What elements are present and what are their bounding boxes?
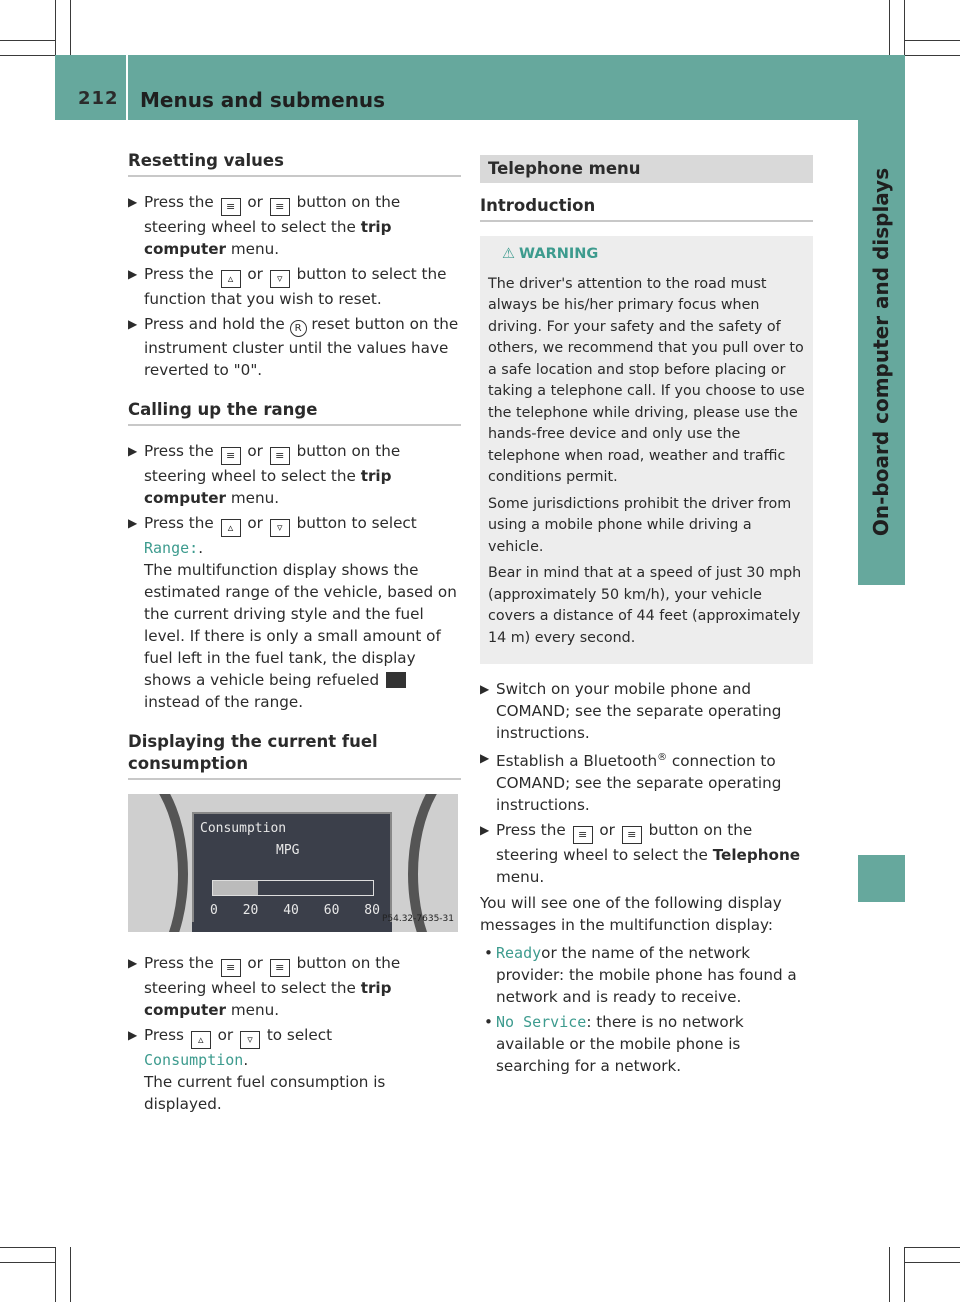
multifunction-display bbox=[192, 812, 392, 924]
menu-forward-key-icon: ≡ bbox=[270, 959, 290, 977]
reset-button-icon: R bbox=[290, 320, 307, 337]
left-column bbox=[128, 150, 461, 1118]
consumption-display-image bbox=[128, 794, 458, 932]
display-message-ready: Ready bbox=[496, 944, 542, 963]
side-marker bbox=[858, 855, 905, 902]
heading-range: Calling up the range bbox=[128, 399, 461, 426]
step: ▶ Press the ≡ or ≡ button on the steering wheel to select the trip computer menu. bbox=[128, 193, 401, 258]
menu-forward-key-icon: ≡ bbox=[270, 198, 290, 216]
crop-mark bbox=[70, 1247, 71, 1302]
warning-box bbox=[480, 236, 813, 664]
crop-mark bbox=[904, 1247, 905, 1302]
arrow-icon: ▶ bbox=[128, 444, 138, 458]
up-key-icon: ▵ bbox=[221, 270, 241, 288]
crop-mark bbox=[905, 1262, 960, 1263]
step: ▶ Press ▵ or ▿ to select Consumption. The current fuel consumption is displayed. bbox=[128, 1026, 386, 1113]
crop-mark bbox=[905, 55, 960, 56]
arrow-icon: ▶ bbox=[128, 317, 138, 331]
display-lower-strip bbox=[192, 922, 392, 932]
step: ▶ Press the ▵ or ▿ button to select the function that you wish to reset. bbox=[128, 265, 447, 308]
step: ▶ Press the ≡ or ≡ button on the steering wheel to select the Telephone menu. bbox=[480, 821, 801, 887]
menu-back-key-icon: ≡ bbox=[221, 198, 241, 216]
consumption-scale: 0 20 40 60 80 bbox=[210, 903, 380, 918]
display-unit: MPG bbox=[276, 843, 300, 858]
consumption-bar-fill bbox=[213, 881, 258, 895]
bullet-icon: • bbox=[484, 944, 493, 963]
step: ▶ Press the ≡ or ≡ button on the steering wheel to select the trip computer menu. bbox=[128, 954, 401, 1019]
page-title: Menus and submenus bbox=[140, 88, 386, 112]
warning-paragraph: Some jurisdictions prohibit the driver from using a mobile phone while driving a vehicle. bbox=[488, 495, 792, 555]
crop-mark bbox=[905, 1247, 960, 1248]
heading-resetting: Resetting values bbox=[128, 150, 461, 177]
crop-mark bbox=[904, 0, 905, 55]
down-key-icon: ▿ bbox=[270, 270, 290, 288]
display-message-range: Range: bbox=[144, 539, 199, 557]
warning-icon: ⚠ bbox=[502, 246, 515, 262]
header-separator bbox=[126, 55, 128, 120]
up-key-icon: ▵ bbox=[221, 519, 241, 537]
step: ▶ Press the ▵ or ▿ button to select Range:. The multifunction display shows the estimated range of the vehicle, based on the current driving style and the fuel level. If there is only a small amount of fuel left in the fuel tank, the display shows a vehicle being refueled instead of the range. bbox=[128, 514, 457, 711]
crop-mark bbox=[55, 1247, 56, 1302]
display-message-consumption: Consumption bbox=[144, 1051, 244, 1069]
arrow-icon: ▶ bbox=[128, 195, 138, 209]
list-item: • No Service: there is no network available or the mobile phone is searching for a network. bbox=[484, 1013, 744, 1076]
crop-mark bbox=[889, 1247, 890, 1302]
step: ▶ Press and hold the R reset button on the instrument cluster until the values have reverted to "0". bbox=[128, 315, 459, 379]
crop-mark bbox=[70, 0, 71, 55]
list-item: • Readyor the name of the network provider: the mobile phone has found a network and is ready to receive. bbox=[484, 944, 797, 1007]
crop-mark bbox=[0, 1247, 55, 1248]
menu-back-key-icon: ≡ bbox=[221, 959, 241, 977]
consumption-bar bbox=[212, 880, 374, 896]
up-key-icon: ▵ bbox=[191, 1031, 211, 1049]
body-paragraph: You will see one of the following display messages in the multifunction display: bbox=[480, 894, 782, 935]
arrow-icon: ▶ bbox=[480, 823, 490, 838]
menu-forward-key-icon: ≡ bbox=[270, 447, 290, 465]
arrow-icon: ▶ bbox=[128, 956, 138, 970]
down-key-icon: ▿ bbox=[240, 1031, 260, 1049]
display-message-no-service: No Service bbox=[496, 1013, 587, 1032]
menu-back-key-icon: ≡ bbox=[573, 826, 593, 844]
heading-telephone-menu: Telephone menu bbox=[480, 155, 813, 183]
page-number: 212 bbox=[78, 88, 119, 109]
arrow-icon: ▶ bbox=[480, 751, 490, 765]
crop-mark bbox=[905, 40, 960, 41]
display-label: Consumption bbox=[200, 821, 287, 836]
bullet-icon: • bbox=[484, 1013, 493, 1032]
step: ▶ Switch on your mobile phone and COMAND; see the separate operating instructions. bbox=[480, 680, 782, 742]
gauge-ring-left bbox=[128, 794, 188, 932]
step: ▶ Establish a Bluetooth® connection to COMAND; see the separate operating instructions. bbox=[480, 747, 813, 816]
crop-mark bbox=[55, 0, 56, 55]
arrow-icon: ▶ bbox=[128, 516, 138, 530]
warning-paragraph: The driver's attention to the road must always be his/her primary focus when driving. For your safety and the safety of others, we recommend that you pull over to a safe location and stop before placing or taking a telephone call. If you choose to use the telephone while driving, please use the hands-free device and only use the telephone when road, weather and traffic conditions permit. bbox=[488, 275, 805, 485]
warning-title: ⚠ WARNING bbox=[488, 244, 805, 266]
crop-mark bbox=[0, 1262, 55, 1263]
refuel-icon bbox=[386, 672, 406, 688]
arrow-icon: ▶ bbox=[480, 682, 490, 696]
right-column bbox=[480, 155, 813, 1080]
down-key-icon: ▿ bbox=[270, 519, 290, 537]
menu-back-key-icon: ≡ bbox=[221, 447, 241, 465]
side-tab-label: On-board computer and displays bbox=[869, 167, 893, 537]
side-tab bbox=[858, 120, 905, 585]
image-code: P54.32-7635-31 bbox=[381, 914, 454, 924]
heading-consumption: Displaying the current fuel consumption bbox=[128, 731, 461, 780]
menu-forward-key-icon: ≡ bbox=[622, 826, 642, 844]
crop-mark bbox=[0, 55, 55, 56]
heading-introduction: Introduction bbox=[480, 195, 813, 222]
arrow-icon: ▶ bbox=[128, 1028, 138, 1042]
crop-mark bbox=[0, 40, 55, 41]
crop-mark bbox=[889, 0, 890, 55]
step: ▶ Press the ≡ or ≡ button on the steering wheel to select the trip computer menu. bbox=[128, 442, 401, 507]
arrow-icon: ▶ bbox=[128, 267, 138, 281]
warning-paragraph: Bear in mind that at a speed of just 30 mph (approximately 50 km/h), your vehicle covers a distance of 44 feet (approximately 14 m) every second. bbox=[488, 565, 802, 646]
